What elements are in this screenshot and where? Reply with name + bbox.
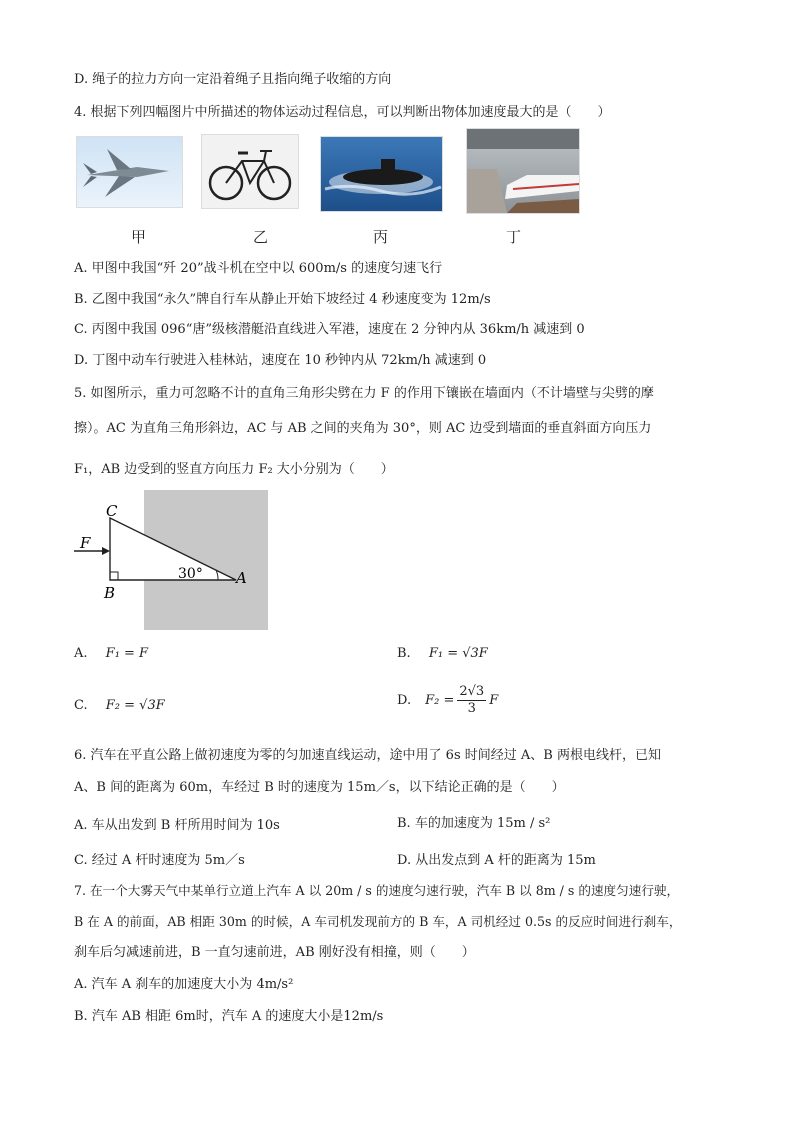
question-4-stem: 4. 根据下列四幅图片中所描述的物体运动过程信息，可以判断出物体加速度最大的是（ ） xyxy=(74,105,611,120)
q5-option-a xyxy=(74,646,148,661)
bicycle-image xyxy=(201,134,299,209)
q5-option-d-fraction xyxy=(457,684,486,717)
q3-option-d: D. 绳子的拉力方向一定沿着绳子且指向绳子收缩的方向 xyxy=(74,72,392,87)
q7-option-b: B. 汽车 AB 相距 6m时，汽车 A 的速度大小是12m/s xyxy=(74,1009,384,1024)
q5-option-a-letter: A. xyxy=(74,646,88,661)
q5-option-a-formula: F₁ = F xyxy=(105,646,149,661)
q6-option-d: D. 从出发点到 A 杆的距离为 15m xyxy=(397,853,596,868)
question-7-stem-line1: 7. 在一个大雾天气中某单行立道上汽车 A 以 20m / s 的速度匀速行驶，汽车 B 以 8m / s 的速度匀速行驶， xyxy=(74,883,680,898)
force-arrowhead xyxy=(102,547,110,555)
picture-label-yi: 乙 xyxy=(253,228,269,246)
submarine-image xyxy=(320,136,443,212)
fighter-jet-image xyxy=(76,136,183,208)
q5-option-b xyxy=(397,646,488,661)
question-7-stem-line3: 刹车后匀减速前进，B 一直匀速前进，AB 刚好没有相撞，则（ ） xyxy=(74,945,475,960)
question-6-stem-line1: 6. 汽车在平直公路上做初速度为零的匀加速直线运动，途中用了 6s 时间经过 A、B 两根电线杆，已知 xyxy=(74,748,661,763)
picture-label-ding: 丁 xyxy=(506,228,522,246)
q6-option-b: B. 车的加速度为 15m / s² xyxy=(397,816,551,831)
q6-option-c: C. 经过 A 杆时速度为 5m／s xyxy=(74,853,245,868)
wedge-figure xyxy=(70,488,270,633)
question-5-stem-line1: 5. 如图所示，重力可忽略不计的直角三角形尖劈在力 F 的作用下镶嵌在墙面内（不计墙壁与尖劈的摩 xyxy=(74,386,654,401)
question-5-stem-line3: F₁，AB 边受到的竖直方向压力 F₂ 大小分别为（ ） xyxy=(74,462,394,477)
picture-label-bing: 丙 xyxy=(373,228,389,246)
bullet-train-image xyxy=(466,128,580,214)
picture-label-jia: 甲 xyxy=(131,228,147,246)
label-a: A xyxy=(236,569,247,587)
q4-option-d: D. 丁图中动车行驶进入桂林站，速度在 10 秒钟内从 72km/h 减速到 0 xyxy=(74,353,487,368)
q5-option-c-formula: F₂ = √3F xyxy=(105,698,165,713)
q5-option-d-letter: D. xyxy=(397,693,412,708)
q4-option-a: A. 甲图中我国“歼 20”战斗机在空中以 600m/s 的速度匀速飞行 xyxy=(74,261,443,276)
question-7-stem-line2: B 在 A 的前面，AB 相距 30m 的时候，A 车司机发现前方的 B 车，A 司机经过 0.5s 的反应时间进行刹车， xyxy=(74,914,682,929)
label-b: B xyxy=(104,584,116,602)
q5-option-b-letter: B. xyxy=(397,646,411,661)
q5-option-d-tail: F xyxy=(489,693,499,708)
q5-option-c-letter: C. xyxy=(74,698,88,713)
q7-option-a: A. 汽车 A 刹车的加速度大小为 4m/s² xyxy=(74,977,294,992)
q5-option-b-formula: F₁ = √3F xyxy=(428,646,488,661)
q4-option-c: C. 丙图中我国 096“唐”级核潜艇沿直线进入军港，速度在 2 分钟内从 36km/h 减速到 0 xyxy=(74,322,585,337)
q5-option-d xyxy=(397,684,498,717)
q5-option-d-lhs: F₂ = xyxy=(425,693,455,708)
question-6-stem-line2: A、B 间的距离为 60m，车经过 B 时的速度为 15m／s，以下结论正确的是（ ） xyxy=(74,780,565,795)
label-f: F xyxy=(80,534,91,552)
fraction-numerator: 2√3 xyxy=(459,684,485,699)
q4-option-b: B. 乙图中我国“永久”牌自行车从静止开始下坡经过 4 秒速度变为 12m/s xyxy=(74,292,491,307)
fraction-denominator: 3 xyxy=(467,701,476,716)
q5-option-c xyxy=(74,698,165,713)
angle-label: 30° xyxy=(178,566,203,582)
question-5-stem-line2: 擦）。AC 为直角三角形斜边，AC 与 AB 之间的夹角为 30°，则 AC 边受到墙面的垂直斜面方向压力 xyxy=(74,421,652,436)
q6-option-a: A. 车从出发到 B 杆所用时间为 10s xyxy=(74,818,280,833)
label-c: C xyxy=(106,502,118,520)
